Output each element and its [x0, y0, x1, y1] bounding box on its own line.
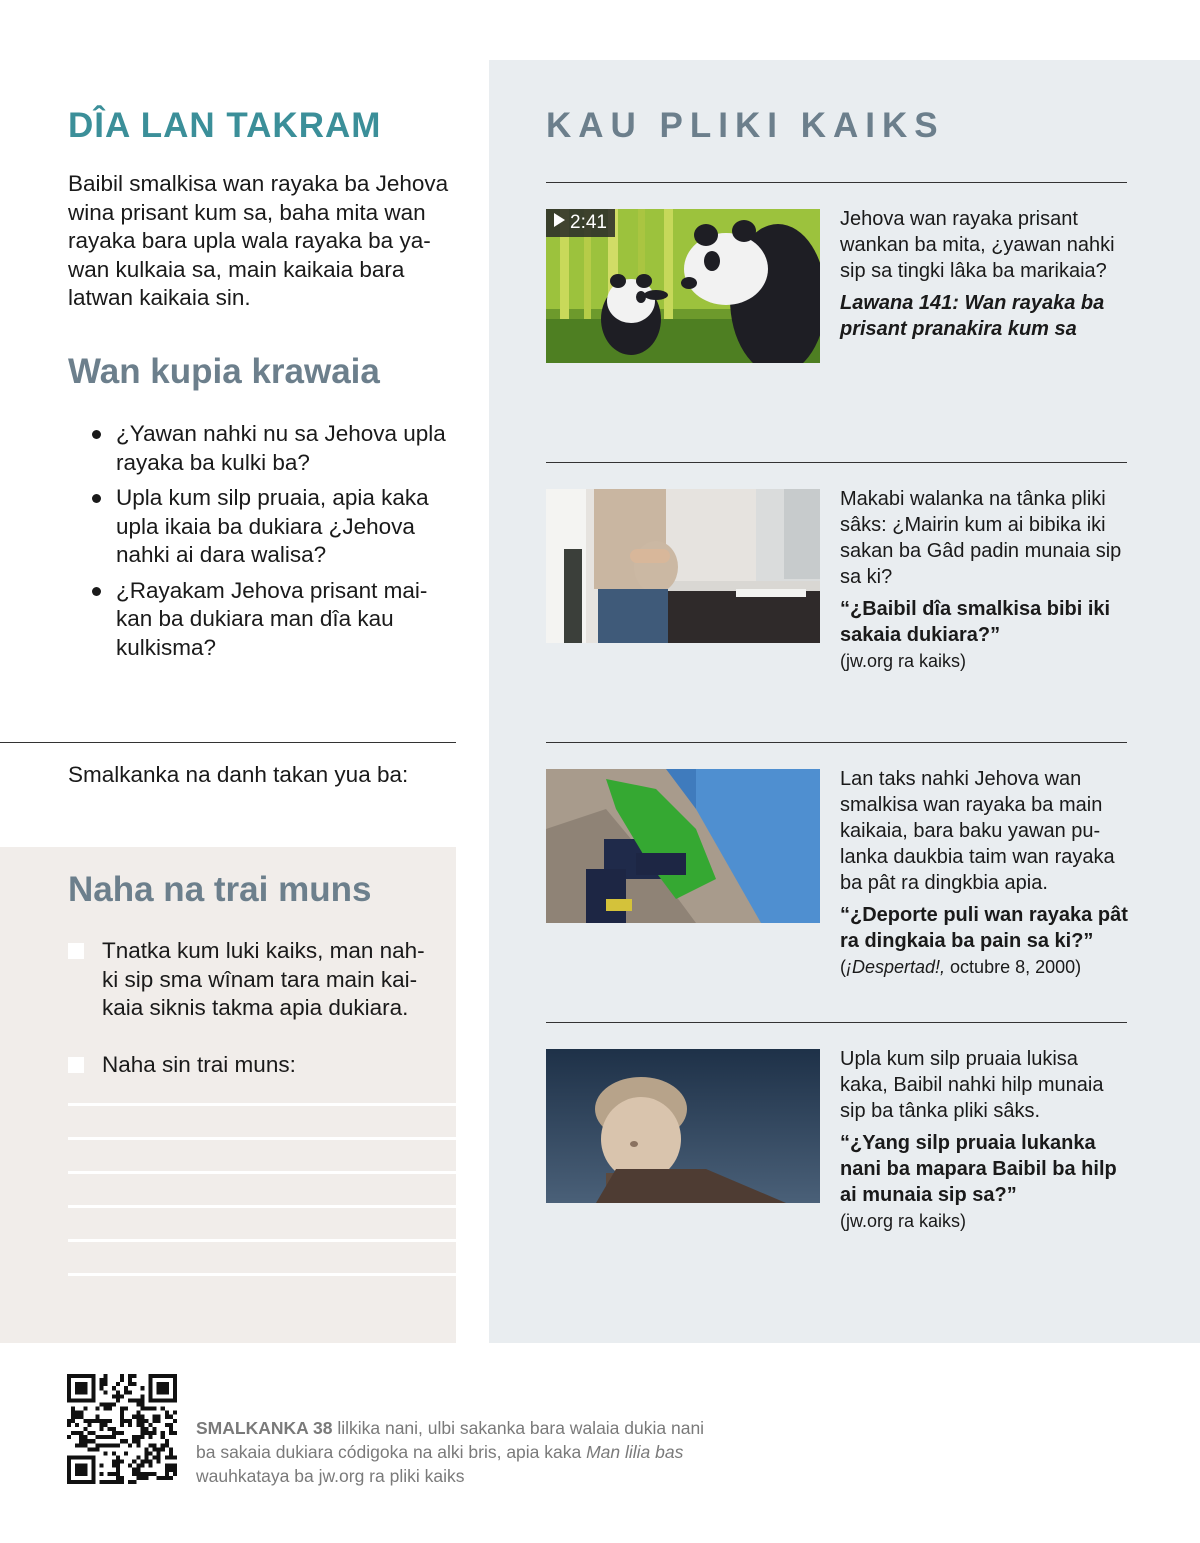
- bullet-icon: [92, 494, 101, 503]
- play-icon: [554, 213, 565, 227]
- try-this-panel: [0, 847, 456, 1343]
- checkbox-icon[interactable]: [68, 943, 84, 959]
- review-question-text: ¿Rayakam Jehova prisant mai-kan ba dukiara man dîa kau kulkisma?: [116, 577, 428, 660]
- qr-code-icon[interactable]: [67, 1374, 177, 1484]
- write-in-line[interactable]: [68, 1103, 456, 1106]
- try-this-item[interactable]: [68, 1051, 438, 1080]
- article-description: Makabi walanka na tânka pliki sâks: ¿Mairin kum ai bibika iki sakan ba Gâd padin munaia sip sa ki?: [840, 488, 1122, 588]
- review-question: [92, 577, 452, 663]
- review-question-text: ¿Yawan nahki nu sa Jehova upla rayaka ba kulki ba?: [116, 421, 446, 475]
- review-questions: [92, 420, 452, 669]
- panda-video-thumbnail[interactable]: [546, 209, 820, 363]
- write-in-line[interactable]: [68, 1171, 456, 1174]
- summary-heading: DÎA LAN TAKRAM: [68, 106, 382, 145]
- article-sports: [840, 766, 1130, 980]
- review-question: [92, 484, 452, 570]
- try-this-item[interactable]: [68, 937, 438, 1023]
- pregnant-woman-photo[interactable]: [546, 489, 820, 643]
- date-label: Smalkanka na danh takan yua ba:: [68, 762, 409, 787]
- write-in-line[interactable]: [68, 1205, 456, 1208]
- article-source: (jw.org ra kaiks): [840, 651, 967, 671]
- article-title-link[interactable]: “¿Baibil dîa smalkisa bibi iki sakaia dukiara?”: [840, 598, 1111, 646]
- footer-text: SMALKANKA 38 lilkika nani, ulbi sakanka bara walaia dukia nani ba sakaia dukiara códigoka na alki bris, apia kaka Man lilia bas wauhkataya ba jw.org ra pliki kaiks: [196, 1418, 705, 1486]
- article-video: [840, 206, 1130, 342]
- review-question: [92, 420, 452, 477]
- write-in-line[interactable]: [68, 1273, 456, 1276]
- try-this-item-text: Tnatka kum luki kaiks, man nah-ki sip sma wînam tara main kai-kaia siknis takma apia dukiara.: [102, 938, 425, 1020]
- summary-text: Baibil smalkisa wan rayaka ba Jehova wina prisant kum sa, baha mita wan rayaka bara upla wala rayaka ba ya-wan kulkaia sa, main kaikaia bara latwan kaikaia sin.: [68, 171, 449, 310]
- article-source: (jw.org ra kaiks): [840, 1211, 967, 1231]
- article-divider: [546, 462, 1127, 463]
- article-description: Upla kum silp pruaia lukisa kaka, Baibil nahki hilp munaia sip ba tânka pliki sâks.: [840, 1048, 1104, 1122]
- article-depression: [840, 1046, 1130, 1234]
- article-title-link[interactable]: “¿Deporte puli wan rayaka pât ra dingkaia ba pain sa ki?”: [840, 904, 1128, 952]
- review-heading: Wan kupia krawaia: [68, 352, 380, 391]
- article-title-link[interactable]: Lawana 141: Wan rayaka ba prisant pranakira kum sa: [840, 292, 1105, 340]
- write-in-line[interactable]: [68, 1137, 456, 1140]
- try-this-heading: Naha na trai muns: [68, 870, 372, 909]
- bullet-icon: [92, 587, 101, 596]
- article-divider: [546, 742, 1127, 743]
- rock-climber-photo[interactable]: [546, 769, 820, 923]
- article-divider: [546, 1022, 1127, 1023]
- article-title-link[interactable]: “¿Yang silp pruaia lukanka nani ba mapara Baibil ba hilp ai munaia sip sa?”: [840, 1132, 1117, 1206]
- article-divider: [546, 182, 1127, 183]
- article-pregnancy: [840, 486, 1130, 674]
- bullet-icon: [92, 430, 101, 439]
- write-in-line[interactable]: [68, 1239, 456, 1242]
- article-source: (¡Despertad!, octubre 8, 2000): [840, 957, 1082, 977]
- checkbox-icon[interactable]: [68, 1057, 84, 1073]
- sad-man-illustration[interactable]: [546, 1049, 820, 1203]
- article-description: Lan taks nahki Jehova wan smalkisa wan rayaka ba main kaikaia, bara baku yawan pu-lanka daukbia taim wan rayaka ba pât ra dingkbia apia.: [840, 768, 1115, 894]
- section-divider: [0, 742, 456, 743]
- review-question-text: Upla kum silp pruaia, apia kaka upla ikaia ba dukiara ¿Jehova nahki ai dara walisa?: [116, 485, 429, 567]
- try-this-item-text: Naha sin trai muns:: [102, 1052, 296, 1077]
- video-duration-badge: 2:41: [546, 209, 615, 237]
- explore-heading: KAU PLIKI KAIKS: [546, 106, 945, 145]
- article-description: Jehova wan rayaka prisant wankan ba mita, ¿yawan nahki sip sa tingki lâka ba marikaia?: [840, 208, 1115, 282]
